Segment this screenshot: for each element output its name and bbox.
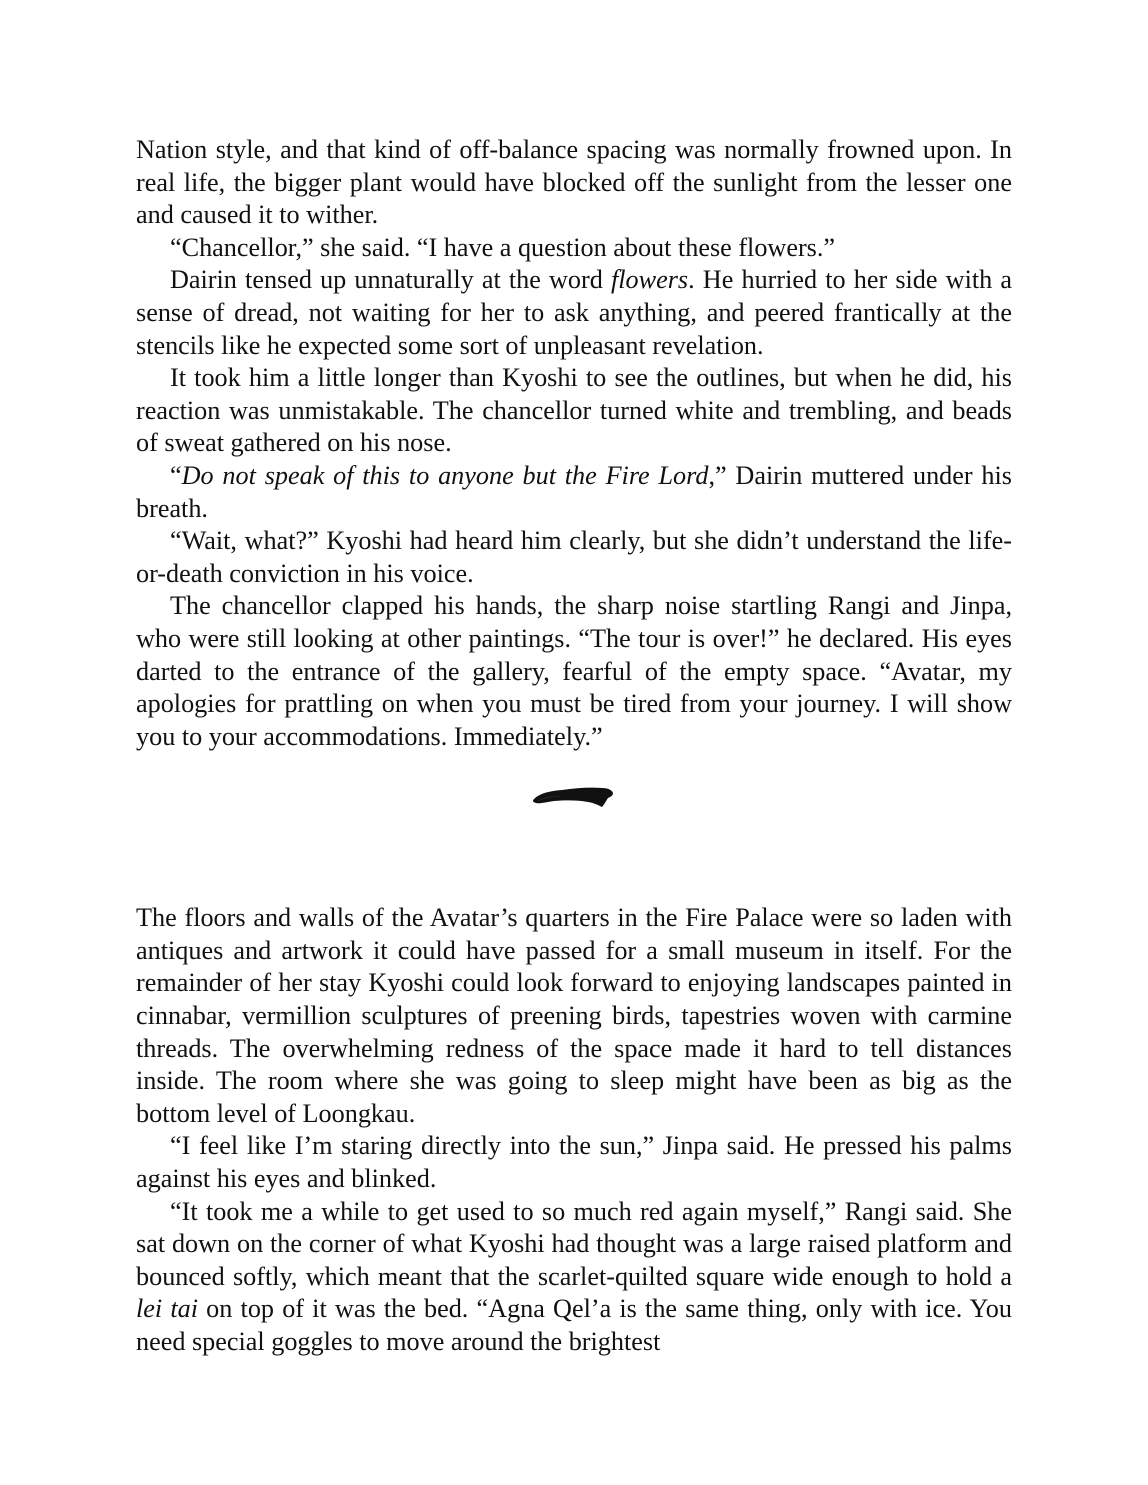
paragraph: “Wait, what?” Kyoshi had heard him clearly, but she didn’t understand the life-or-death conviction in his voice.: [136, 526, 1012, 588]
paragraph: [136, 1196, 1012, 1359]
paragraph: “I feel like I’m staring directly into the sun,” Jinpa said. He pressed his palms against his eyes and blinked.: [136, 1131, 1012, 1194]
paragraph: [136, 264, 1012, 362]
brush-stroke-icon: [532, 783, 614, 811]
text-run: ,” Dairin muttered under his breath.: [136, 460, 1012, 523]
text-run: “: [170, 460, 182, 490]
section-break: [136, 753, 1012, 902]
text-run: . He hurried to her side with a sense of dread, not waiting for her to ask anything, and peered frantically at the stencils like he expected some sort of unpleasant revelation.: [136, 265, 1012, 360]
emphasis-text: Do not speak of this to anyone but the Fire Lord: [181, 460, 709, 490]
paragraph: The floors and walls of the Avatar’s quarters in the Fire Palace were so laden with antiques and artwork it could have passed for a small museum in itself. For the remainder of her stay Kyoshi could look forward to enjoying landscapes painted in cinnabar, vermillion sculptures of preening birds, tapestries woven with carmine threads. The overwhelming redness of the space made it hard to tell distances inside. The room where she was going to sleep might have been as big as the bottom level of Loongkau.: [136, 903, 1012, 1128]
paragraph: Nation style, and that kind of off-balance spacing was normally frowned upon. In real life, the bigger plant would have blocked off the sunlight from the lesser one and caused it to wither.: [136, 135, 1012, 230]
paragraph: It took him a little longer than Kyoshi to see the outlines, but when he did, his reaction was unmistakable. The chancellor turned white and trembling, and beads of sweat gathered on his nose.: [136, 363, 1012, 458]
text-run: on top of it was the bed. “Agna Qel’a is the same thing, only with ice. You need special goggles to move around the brightest: [136, 1294, 1012, 1356]
paragraph: The chancellor clapped his hands, the sharp noise startling Rangi and Jinpa, who were still looking at other paintings. “The tour is over!” he declared. His eyes darted to the entrance of the gallery, fearful of the empty space. “Avatar, my apologies for prattling on when you must be tired from your journey. I will show you to your accommodations. Immediately.”: [136, 591, 1012, 751]
text-run: “It took me a while to get used to so much red again myself,” Rangi said. She sat down on the corner of what Kyoshi had thought was a large raised platform and bounced softly, which meant that the scarlet-quilted square wide enough to hold a: [136, 1196, 1012, 1291]
paragraph: “Chancellor,” she said. “I have a question about these flowers.”: [170, 232, 836, 262]
text-run: Dairin tensed up unnaturally at the word: [170, 265, 611, 295]
emphasis-text: lei tai: [136, 1294, 198, 1324]
emphasis-text: flowers: [610, 265, 689, 295]
paragraph: [136, 460, 1012, 525]
page-body: [136, 134, 1012, 1359]
